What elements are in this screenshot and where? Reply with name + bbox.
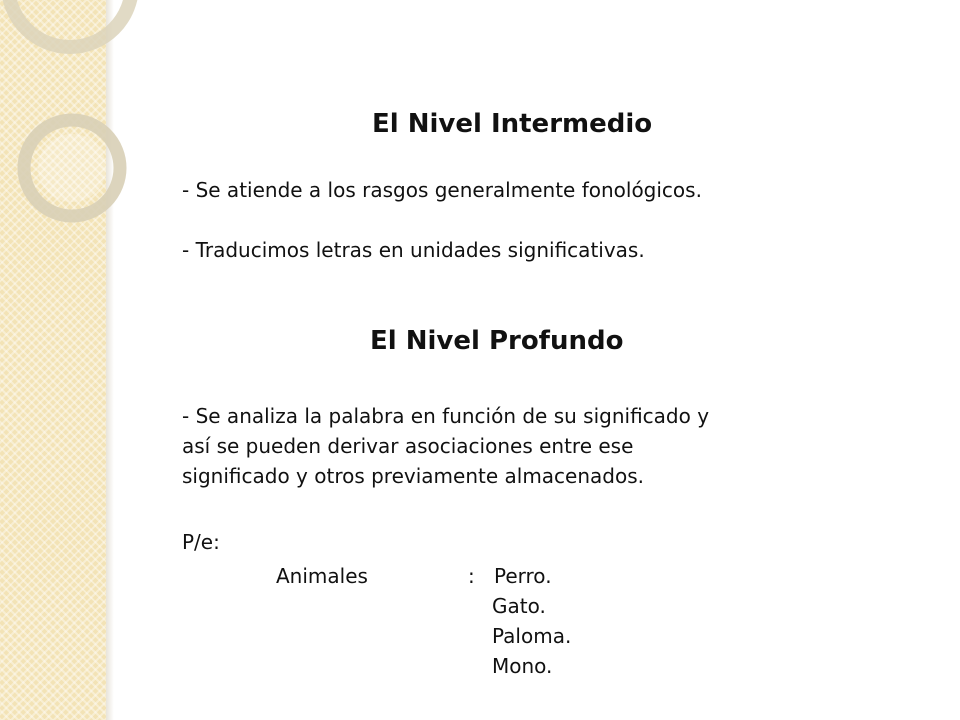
bullet-traducimos-letras: - Traducimos letras en unidades significativas. bbox=[182, 238, 645, 262]
top-ring bbox=[8, 0, 132, 47]
paragraph-line-2: así se pueden derivar asociaciones entre ese bbox=[182, 434, 634, 458]
bullet-rasgos-fonologicos: - Se atiende a los rasgos generalmente fonológicos. bbox=[182, 178, 702, 202]
paragraph-line-1: - Se analiza la palabra en función de su significado y bbox=[182, 404, 710, 428]
paragraph-line-3: significado y otros previamente almacenados. bbox=[182, 464, 645, 488]
list-item: Gato. bbox=[492, 594, 546, 618]
category-colon: : bbox=[468, 564, 475, 588]
middle-ring-inner bbox=[38, 134, 106, 202]
list-item: Paloma. bbox=[492, 624, 572, 648]
decorative-rings bbox=[0, 0, 200, 260]
list-item: Perro. bbox=[494, 564, 552, 588]
list-item: Mono. bbox=[492, 654, 553, 678]
heading-nivel-intermedio: El Nivel Intermedio bbox=[372, 109, 653, 139]
category-label: Animales bbox=[276, 564, 368, 588]
example-label: P/e: bbox=[182, 530, 220, 554]
heading-nivel-profundo: El Nivel Profundo bbox=[370, 326, 624, 356]
